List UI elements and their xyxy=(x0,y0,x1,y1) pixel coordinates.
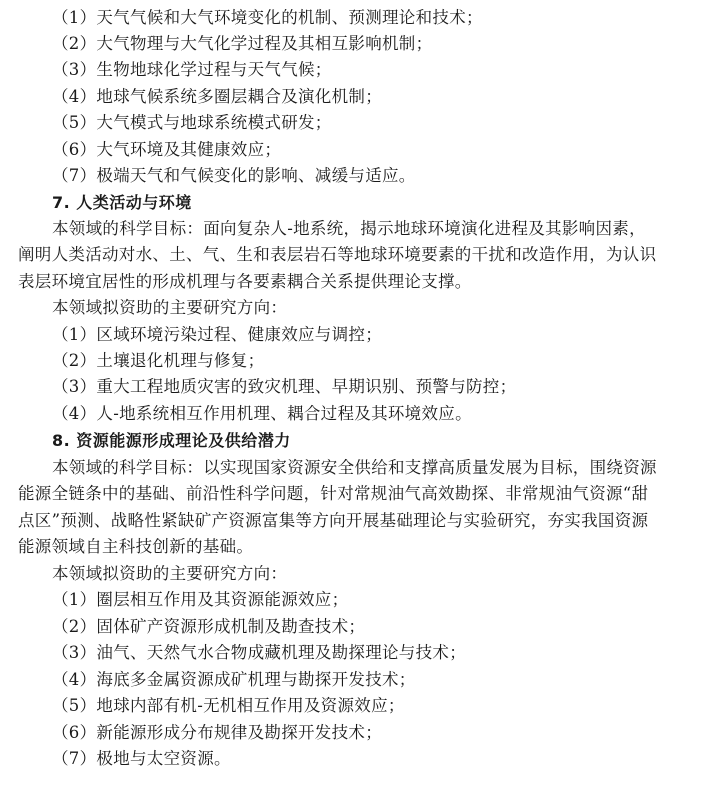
section-heading: 7. 人类活动与环境 xyxy=(52,193,192,212)
paragraph-line: 能源领域自主科技创新的基础。 xyxy=(18,537,254,556)
list-item: （4）人-地系统相互作用机理、耦合过程及其环境效应。 xyxy=(52,404,472,423)
list-item: （3）重大工程地质灾害的致灾机理、早期识别、预警与防控； xyxy=(52,377,517,396)
directions-intro: 本领域拟资助的主要研究方向： xyxy=(52,564,288,583)
list-item: （6）大气环境及其健康效应； xyxy=(52,140,282,159)
paragraph-line: 本领域的科学目标：以实现国家资源安全供给和支撑高质量发展为目标，围绕资源 xyxy=(52,458,657,477)
list-item: （1）区域环境污染过程、健康效应与调控； xyxy=(52,325,382,344)
list-item: （2）土壤退化机理与修复； xyxy=(52,351,265,370)
list-item: （5）大气模式与地球系统模式研发； xyxy=(52,113,332,132)
list-item: （5）地球内部有机-无机相互作用及资源效应； xyxy=(52,696,405,715)
paragraph-line: 点区”预测、战略性紧缺矿产资源富集等方向开展基础理论与实验研究，夯实我国资源 xyxy=(18,511,649,530)
paragraph-line: 能源全链条中的基础、前沿性科学问题，针对常规油气高效勘探、非常规油气资源“甜 xyxy=(18,484,649,503)
paragraph-line: 本领域的科学目标：面向复杂人-地系统，揭示地球环境演化进程及其影响因素， xyxy=(52,219,646,238)
paragraph-line: 表层环境宜居性的形成机理与各要素耦合关系提供理论支撑。 xyxy=(18,272,472,291)
list-item: （2）大气物理与大气化学过程及其相互影响机制； xyxy=(52,34,433,53)
list-item: （2）固体矿产资源形成机制及勘查技术； xyxy=(52,617,366,636)
directions-intro: 本领域拟资助的主要研究方向： xyxy=(52,298,288,317)
list-item: （4）地球气候系统多圈层耦合及演化机制； xyxy=(52,87,382,106)
list-item: （6）新能源形成分布规律及勘探开发技术； xyxy=(52,723,382,742)
list-item: （1）圈层相互作用及其资源能源效应； xyxy=(52,590,349,609)
list-item: （7）极地与太空资源。 xyxy=(52,749,231,768)
paragraph-line: 阐明人类活动对水、土、气、生和表层岩石等地球环境要素的干扰和改造作用，为认识 xyxy=(18,245,657,264)
list-item: （3）油气、天然气水合物成藏机理及勘探理论与技术； xyxy=(52,643,466,662)
list-item: （4）海底多金属资源成矿机理与勘探开发技术； xyxy=(52,670,416,689)
list-item: （7）极端天气和气候变化的影响、减缓与适应。 xyxy=(52,166,416,185)
section-heading: 8. 资源能源形成理论及供给潜力 xyxy=(52,431,291,450)
list-item: （1）天气气候和大气环境变化的机制、预测理论和技术； xyxy=(52,8,483,27)
list-item: （3）生物地球化学过程与天气气候； xyxy=(52,60,332,79)
